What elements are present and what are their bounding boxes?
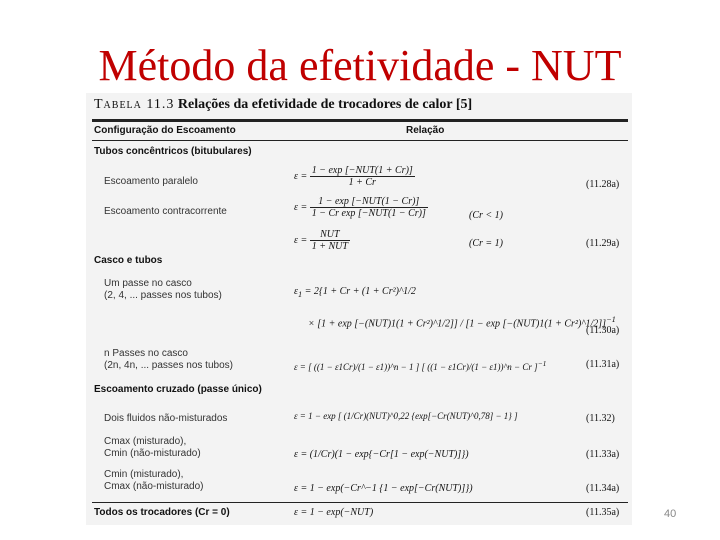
eq-contra-num-tail: r)] <box>408 196 420 207</box>
eq-contra-eq-den: 1 + NUT <box>311 241 348 252</box>
ref-11-28a: (11.28a) <box>586 179 620 190</box>
cmin-label2: Cmax (não-misturado) <box>104 481 204 492</box>
eq-paralelo: ε = $\frac{\text{1 − exp [−NUT(1 + Cr)]}}{1 + Cr}$ <box>294 165 413 188</box>
row-label-paralelo: Escoamento paralelo <box>104 176 198 187</box>
eq-paralelo-den-tail: r <box>372 177 376 188</box>
ref-11-33a: (11.33a) <box>586 449 620 460</box>
cond-cr-lt-1: (Cr < 1) <box>469 210 503 221</box>
row-label-naomist: Dois fluidos não-misturados <box>104 413 228 424</box>
header-rule <box>92 140 628 141</box>
eq-casco1: $\varepsilon_1 = 2\{1 + Cr + (1$ + Cr²)^1/2 <box>294 286 416 299</box>
eq-contra-equal: ε = $\frac{\text{NUT}}{\text{1 + NUT}}$ <box>294 229 348 252</box>
cascon-label1: n Passes no casco <box>104 348 188 359</box>
section-cross: Escoamento cruzado (passe único) <box>94 384 262 395</box>
table-caption <box>94 97 472 113</box>
frac-paralelo <box>310 165 415 188</box>
section-concentric: Tubos concêntricos (bitubulares) <box>94 146 252 157</box>
row-label-cascon <box>104 348 233 372</box>
scanned-table <box>86 93 632 525</box>
eq-paralelo-den: 1 + C <box>348 177 372 188</box>
eq-cmin: ε = 1 − exp(−Cr^−1 {1 − exp[−Cr(NUT)]}) <box>294 483 473 494</box>
table-label: Tabela 11.3 <box>94 97 175 112</box>
cascon-label2: (2n, 4n, ... passes nos tubos) <box>104 360 233 371</box>
eq-contra-den-mid: r exp [−NUT(1 − C <box>335 208 415 219</box>
ref-11-34a: (11.34a) <box>586 483 620 494</box>
frac-contra <box>310 196 428 219</box>
cmax-label1: Cmax (misturado), <box>104 436 187 447</box>
eq-paralelo-num: 1 − exp [−NUT(1 + C <box>311 165 402 176</box>
eq-paralelo-num-tail: r)] <box>401 165 413 176</box>
eq-cmax: ε = (1/Cr)(1 − exp{−Cr[1 − exp(−NUT)]}) <box>294 449 469 460</box>
cmax-label2: Cmin (não-misturado) <box>104 448 201 459</box>
row-label-cmin <box>104 469 203 493</box>
slide-title: Método da efetividade - NUT <box>98 41 622 90</box>
eq-contra-den: 1 − C <box>311 208 336 219</box>
eq-contra-den-tail: r)] <box>414 208 426 219</box>
eq-contra: ε = $\frac{\text{1 − exp [−NUT(1 − Cr)]}}{\text{1 − Cr exp [−NUT(1 − Cr)]}}$ <box>294 196 426 219</box>
eq-todos: ε = 1 − exp(−NUT) <box>294 507 374 518</box>
cmin-label1: Cmin (misturado), <box>104 469 184 480</box>
table-title: Relações da efetividade de trocadores de calor [5] <box>177 97 473 112</box>
row-label-contra: Escoamento contracorrente <box>104 206 227 217</box>
bottom-rule <box>92 502 628 503</box>
eq-contra-num: 1 − exp [−NUT(1 − C <box>318 196 409 207</box>
top-rule <box>92 119 628 122</box>
cond-cr-eq-1: (Cr = 1) <box>469 238 503 249</box>
ref-11-32: (11.32) <box>586 413 615 424</box>
page-number: 40 <box>664 508 677 520</box>
frac-contra-equal <box>310 229 350 252</box>
eq-casco1-factor: × [1 + exp [−(NUT)1(1 + Cr²)^1/2]] / [1 − exp [−(NUT)1(1 + Cr²)^1/2]]$^{-1}$ <box>308 315 616 330</box>
ref-11-29a: (11.29a) <box>586 238 620 249</box>
eq-contra-eq-num: NUT <box>310 229 350 241</box>
section-shell: Casco e tubos <box>94 255 163 266</box>
casco1-label1: Um passe no casco <box>104 278 192 289</box>
ref-11-31a: (11.31a) <box>586 359 620 370</box>
eq-naomist: ε = 1 − exp [ (1/Cr)(NUT)^0,22 {exp[−Cr(NUT)^0,78] − 1} ] <box>294 411 518 421</box>
ref-11-30a: (11.30a) <box>586 325 620 336</box>
row-label-casco1 <box>104 278 222 302</box>
section-all: Todos os trocadores (Cr = 0) <box>94 507 230 518</box>
casco1-label2: (2, 4, ... passes nos tubos) <box>104 290 222 301</box>
ref-11-35a: (11.35a) <box>586 507 620 518</box>
row-label-cmax <box>104 436 201 460</box>
eq-cascon: ε = [ ((1 − ε1Cr)/(1 − ε1))^n − 1 ] [ ((1 − ε1Cr)/(1 − ε1))^n − Cr ]$^{-1}$ <box>294 359 547 372</box>
header-relation: Relação <box>406 125 445 136</box>
header-config: Configuração do Escoamento <box>94 125 236 136</box>
